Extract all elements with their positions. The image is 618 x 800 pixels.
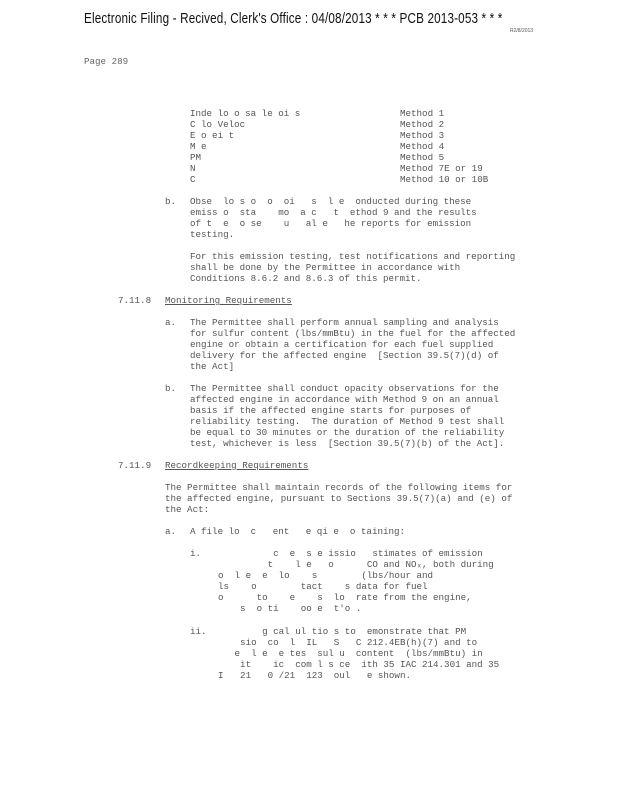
paragraph-line: o to e s lo rate from the engine, (218, 592, 472, 603)
section-number: 7.11.9 (118, 460, 152, 471)
method-param: C lo Veloc (190, 119, 246, 130)
paragraph-line: for sulfur content (lbs/mmBtu) in the fuel for the affected (190, 328, 516, 339)
paragraph-line: The Permittee shall conduct opacity observations for the (190, 383, 499, 394)
section-title: Recordkeeping Requirements (165, 460, 309, 471)
method-ref: Method 5 (400, 152, 445, 163)
paragraph-line: shall be done by the Permittee in accordance with (190, 262, 461, 273)
paragraph-line: t l e o CO and NOₓ, both during (218, 559, 494, 570)
paragraph-line: Conditions 8.6.2 and 8.6.3 of this permit. (190, 273, 422, 284)
paragraph-line: it ic com l s ce ith 35 IAC 214.301 and 35 (218, 659, 500, 670)
method-param: PM (190, 152, 202, 163)
paragraph-line: s o ti oo e t'o . (218, 603, 362, 614)
method-ref: Method 1 (400, 108, 445, 119)
paragraph-line: Obse lo s o o oi s l e onducted during these (190, 196, 472, 207)
paragraph-line: of t e o se u al e he reports for emission (190, 218, 472, 229)
method-param: Inde lo o sa le oi s (190, 108, 301, 119)
paragraph-line: affected engine in accordance with Method 9 on an annual (190, 394, 499, 405)
paragraph-line: test, whichever is less [Section 39.5(7)(b) of the Act]. (190, 438, 505, 449)
paragraph-line: c e s e issio stimates of emission (218, 548, 483, 559)
item-label: ii. (190, 626, 207, 637)
section-number: 7.11.8 (118, 295, 152, 306)
section-title: Monitoring Requirements (165, 295, 292, 306)
paragraph-line: sio co l IL S C 212.4EB(h)(7) and to (218, 637, 478, 648)
paragraph-line: I 21 0 /21 123 oul e shown. (218, 670, 411, 681)
method-ref: Method 10 or 10B (400, 174, 489, 185)
filing-stamp: Electronic Filing - Recived, Clerk's Office : 04/08/2013 * * * PCB 2013-053 * * * (84, 10, 503, 27)
page-label: Page 289 (84, 56, 129, 67)
paragraph-line: the Act: (165, 504, 210, 515)
paragraph-line: delivery for the affected engine [Section 39.5(7)(d) of (190, 350, 499, 361)
method-param: C (190, 174, 196, 185)
method-param: M e (190, 141, 207, 152)
method-ref: Method 4 (400, 141, 445, 152)
paragraph-line: be equal to 30 minutes or the duration of the reliability (190, 427, 505, 438)
method-ref: Method 7E or 19 (400, 163, 483, 174)
item-label: a. (165, 526, 177, 537)
method-ref: Method 3 (400, 130, 445, 141)
paragraph-line: the affected engine, pursuant to Sections 39.5(7)(a) and (e) of (165, 493, 513, 504)
paragraph-line: basis if the affected engine starts for purposes of (190, 405, 472, 416)
method-ref: Method 2 (400, 119, 445, 130)
method-param: E o ei t (190, 130, 235, 141)
item-label: b. (165, 383, 177, 394)
paragraph-line: The Permittee shall maintain records of the following items for (165, 482, 513, 493)
item-label: b. (165, 196, 177, 207)
paragraph-line: For this emission testing, test notifications and reporting (190, 251, 516, 262)
paragraph-line: e l e e tes sul u content (lbs/mmBtu) in (218, 648, 483, 659)
paragraph-line: A file lo c ent e qi e o taining: (190, 526, 406, 537)
paragraph-line: emiss o sta mo a c t ethod 9 and the results (190, 207, 477, 218)
paragraph-line: g cal ul tio s to emonstrate that PM (218, 626, 467, 637)
item-label: a. (165, 317, 177, 328)
paragraph-line: The Permittee shall perform annual sampling and analysis (190, 317, 499, 328)
paragraph-line: testing. (190, 229, 235, 240)
paragraph-line: the Act] (190, 361, 235, 372)
paragraph-line: reliability testing. The duration of Method 9 test shall (190, 416, 505, 427)
item-label: i. (190, 548, 202, 559)
method-param: N (190, 163, 196, 174)
paragraph-line: o l e e lo s (lbs/hour and (218, 570, 434, 581)
stamp-code: R2/8/2013 (510, 28, 534, 34)
paragraph-line: ls o tact s data for fuel (218, 581, 428, 592)
paragraph-line: engine or obtain a certification for each fuel supplied (190, 339, 494, 350)
